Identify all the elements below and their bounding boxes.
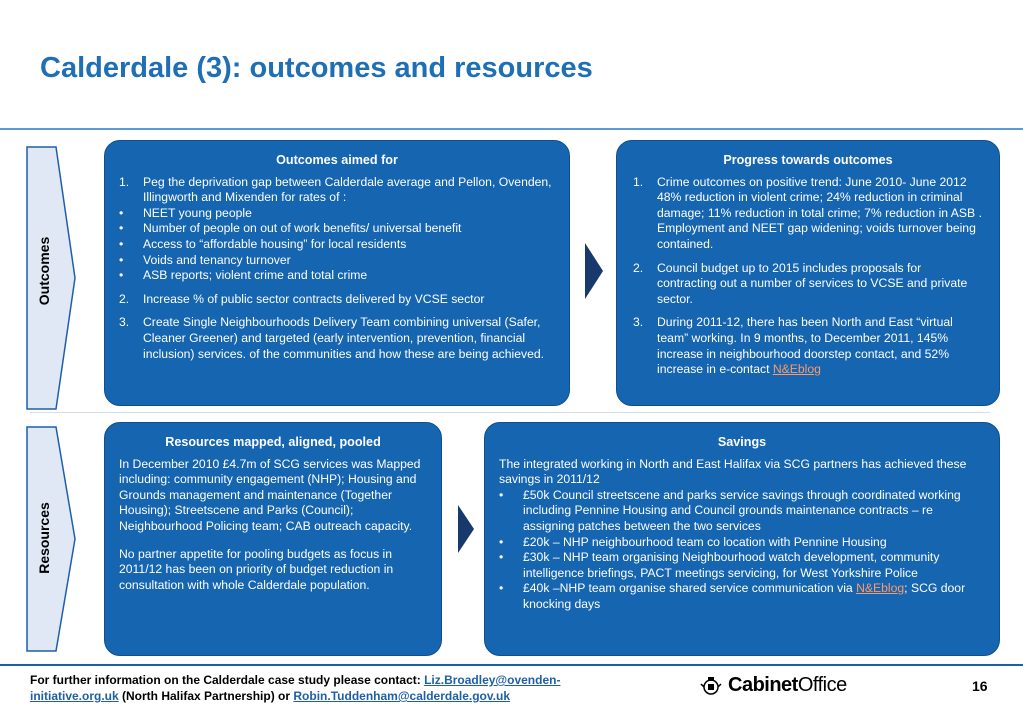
footer-contact: For further information on the Calderdale case study please contact: Liz.Broadley@ovenden-initiative.org.uk (North Halifax Partnership) or Robin.Tuddenham@calderdale.gov.uk [30, 673, 561, 703]
list-item: • Number of people on out of work benefits/ universal benefit [119, 221, 462, 236]
title-divider [0, 128, 1023, 130]
email-link-liz[interactable]: Liz.Broadley@ovenden-initiative.org.uk [30, 673, 561, 703]
list-item: • NEET young people [119, 205, 252, 220]
arrow-right-icon [457, 504, 475, 559]
savings-intro: The integrated working in North and East Halifax via SCG partners has achieved these savings in 2011/12 [499, 456, 967, 487]
list-item: • Voids and tenancy turnover [119, 252, 291, 267]
list-item: 3. During 2011-12, there has been North and East “virtual team” working. In 9 months, to December 2011, 145% increase in neighbourhood doorstep contact, and 52% increase in e-contact N&Eblog [633, 315, 953, 377]
list-item: 2. Increase % of public sector contracts delivered by VCSE sector [119, 291, 485, 306]
savings-panel [484, 422, 1000, 656]
neblog-link[interactable]: N&Eblog [772, 362, 821, 377]
list-item: 2. Council budget up to 2015 includes proposals for contracting out a number of services to VCSE and private sector. [633, 260, 968, 306]
list-item: • £20k – NHP neighbourhood team co location with Pennine Housing [499, 534, 887, 549]
list-item: • Access to “affordable housing” for local residents [119, 236, 407, 251]
logo-cabinet: Cabinet [728, 674, 798, 696]
neblog-link[interactable]: N&Eblog [856, 581, 905, 596]
progress-heading: Progress towards outcomes [723, 153, 893, 167]
arrow-right-icon [584, 242, 604, 305]
section-divider [30, 412, 990, 413]
outcomes-heading: Outcomes aimed for [276, 153, 398, 167]
list-item: • ASB reports; violent crime and total crime [119, 268, 368, 283]
resources-label: Resources [36, 502, 52, 574]
resources-paragraph: In December 2010 £4.7m of SCG services was Mapped including: community engagement (NHP); Housing and Grounds management and maintenance (Together Housing); Streetscene and Parks (Council); Neighbourhood Policing team; CAB outreach capacity. [119, 456, 421, 533]
logo-office: Office [797, 674, 847, 696]
savings-heading: Savings [717, 435, 767, 449]
list-item: • £40k –NHP team organise shared service communication via N&Eblog; SCG door knocking days [499, 581, 966, 611]
page-number: 16 [972, 678, 988, 694]
progress-panel [616, 140, 1000, 406]
outcomes-panel [104, 140, 570, 406]
list-item: 1. Crime outcomes on positive trend: June 2010- June 2012 48% reduction in violent crime; 24% reduction in criminal damage; 11% reduction in total crime; 7% reduction in ASB . Employment and NEET gap widening; voids turnover being contained. [633, 174, 982, 251]
resources-panel [104, 422, 442, 656]
page-title: Calderdale (3): outcomes and resources [40, 52, 593, 84]
email-link-robin[interactable]: Robin.Tuddenham@calderdale.gov.uk [293, 689, 511, 703]
list-item: • £50k Council streetscene and parks service savings through coordinated working including Pennine Housing and Council grounds maintenance contracts – re assigning patches between the two services [499, 487, 961, 533]
resources-heading: Resources mapped, aligned, pooled [165, 435, 381, 449]
cabinet-office-logo [700, 674, 847, 697]
list-item: 3. Create Single Neighbourhoods Delivery Team combining universal (Safer, Cleaner Greener) and targeted (early intervention, prevention, financial inclusion) services. of the communities and how these are being achieved. [119, 315, 545, 361]
resources-paragraph: No partner appetite for pooling budgets as focus in 2011/12 has been on priority of budget reduction in consultation with whole Calderdale population. [119, 546, 394, 592]
list-item: • £30k – NHP team organising Neighbourhood watch development, community intelligence briefings, PACT meetings servicing, for West Yorkshire Police [499, 550, 940, 580]
royal-crest-icon [700, 675, 722, 697]
list-item: 1. Peg the deprivation gap between Calderdale average and Pellon, Ovenden, Illingworth and Mixenden for rates of : [119, 174, 552, 205]
outcomes-label: Outcomes [36, 236, 52, 306]
footer-divider [0, 664, 1023, 666]
